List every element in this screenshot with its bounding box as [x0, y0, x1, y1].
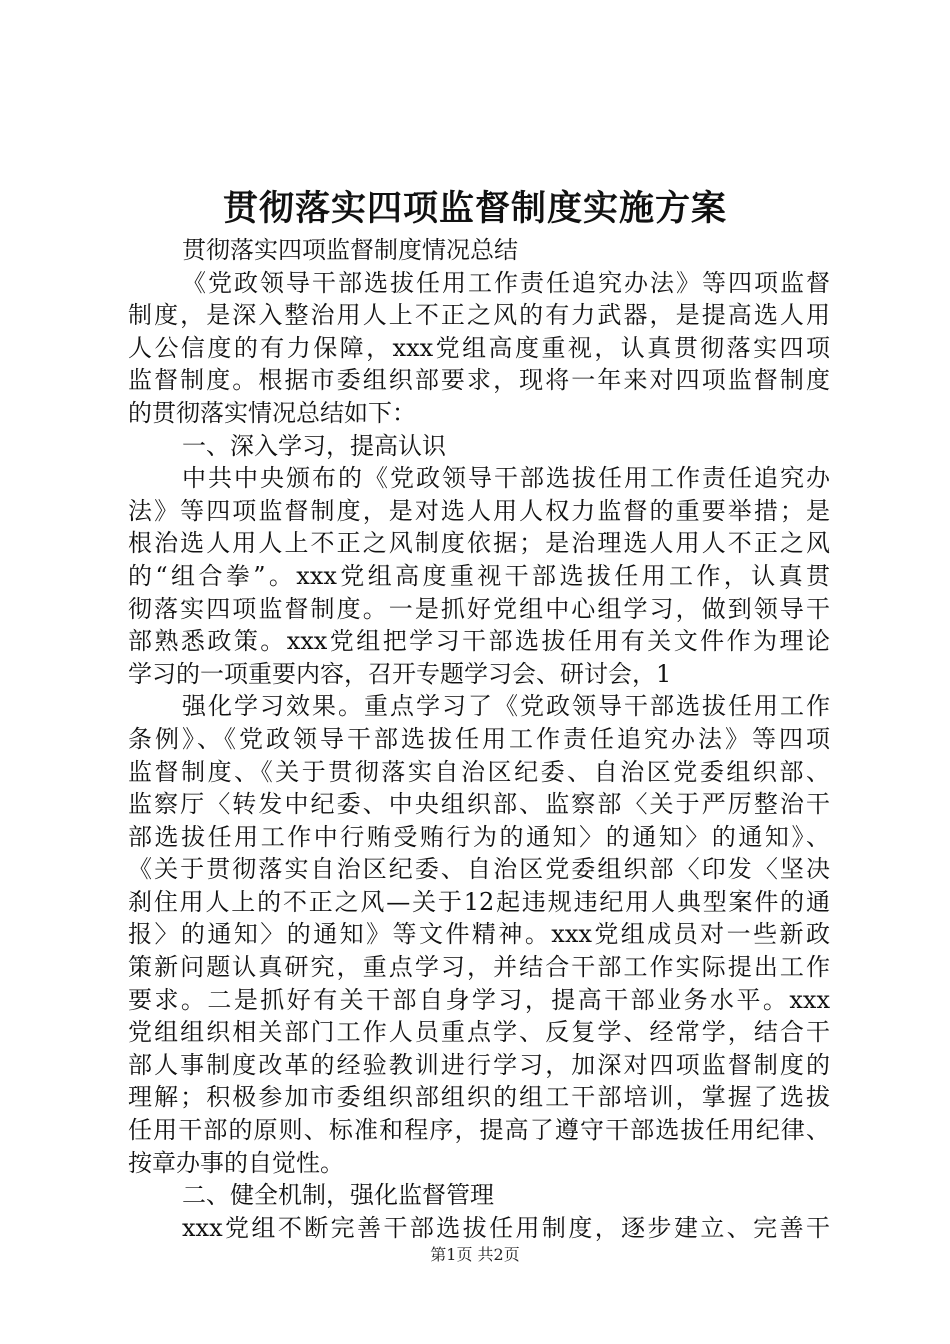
- body-line: 彻落实四项监督制度。一是抓好党组中心组学习，做到领导干: [128, 594, 830, 623]
- body-line: 的贯彻落实情况总结如下：: [128, 398, 416, 427]
- body-line: 条例》、《党政领导干部选拔任用工作责任追究办法》等四项: [128, 724, 830, 753]
- body-line: xxx党组不断完善干部选拔任用制度，逐步建立、完善干: [182, 1213, 830, 1242]
- body-line: 按章办事的自觉性。: [128, 1148, 344, 1177]
- body-line: 理解；积极参加市委组织部组织的组工干部培训，掌握了选拔: [128, 1083, 830, 1112]
- body-line: 强化学习效果。重点学习了《党政领导干部选拔任用工作: [182, 692, 830, 721]
- body-line: 监督制度。根据市委组织部要求，现将一年来对四项监督制度: [128, 366, 830, 395]
- body-line: 监督制度、《关于贯彻落实自治区纪委、自治区党委组织部、: [128, 757, 830, 786]
- section-heading: 一、深入学习，提高认识: [182, 431, 446, 460]
- body-line: 刹住用人上的不正之风—关于12起违规违纪用人典型案件的通: [128, 887, 830, 916]
- document-body: [128, 234, 830, 1244]
- body-line: 《党政领导干部选拔任用工作责任追究办法》等四项监督: [182, 268, 830, 297]
- body-line: 策新问题认真研究，重点学习，并结合干部工作实际提出工作: [128, 953, 830, 982]
- body-line: 《关于贯彻落实自治区纪委、自治区党委组织部〈印发〈坚决: [128, 855, 830, 884]
- body-line: 人公信度的有力保障，xxx党组高度重视，认真贯彻落实四项: [128, 333, 830, 362]
- body-line: 要求。二是抓好有关干部自身学习，提高干部业务水平。xxx: [128, 985, 830, 1014]
- body-line: 部人事制度改革的经验教训进行学习，加深对四项监督制度的: [128, 1050, 830, 1079]
- body-line: 的“组合拳”。xxx党组高度重视干部选拔任用工作，认真贯: [128, 561, 830, 590]
- body-line: 报〉的通知〉的通知》等文件精神。xxx党组成员对一些新政: [128, 920, 830, 949]
- section-heading: 二、健全机制，强化监督管理: [182, 1181, 494, 1210]
- body-line: 学习的一项重要内容，召开专题学习会、研讨会，1: [128, 659, 672, 688]
- body-line: 任用干部的原则、标准和程序，提高了遵守干部选拔任用纪律、: [128, 1116, 830, 1145]
- body-line: 部熟悉政策。xxx党组把学习干部选拔任用有关文件作为理论: [128, 627, 830, 656]
- body-line: 党组组织相关部门工作人员重点学、反复学、经常学，结合干: [128, 1018, 830, 1047]
- body-line: 部选拔任用工作中行贿受贿行为的通知〉的通知〉的通知》、: [128, 822, 830, 851]
- body-line: 根治选人用人上不正之风制度依据；是治理选人用人不正之风: [128, 529, 830, 558]
- body-line: 监察厅〈转发中纪委、中央组织部、监察部〈关于严厉整治干: [128, 790, 830, 819]
- body-line: 法》等四项监督制度，是对选人用人权力监督的重要举措；是: [128, 496, 830, 525]
- page-number: 第1页 共2页: [430, 1245, 520, 1264]
- body-line: 中共中央颁布的《党政领导干部选拔任用工作责任追究办: [182, 464, 830, 493]
- body-line: 制度，是深入整治用人上不正之风的有力武器，是提高选人用: [128, 301, 830, 330]
- document-title: 贯彻落实四项监督制度实施方案: [222, 188, 727, 229]
- body-line: 贯彻落实四项监督制度情况总结: [182, 236, 518, 264]
